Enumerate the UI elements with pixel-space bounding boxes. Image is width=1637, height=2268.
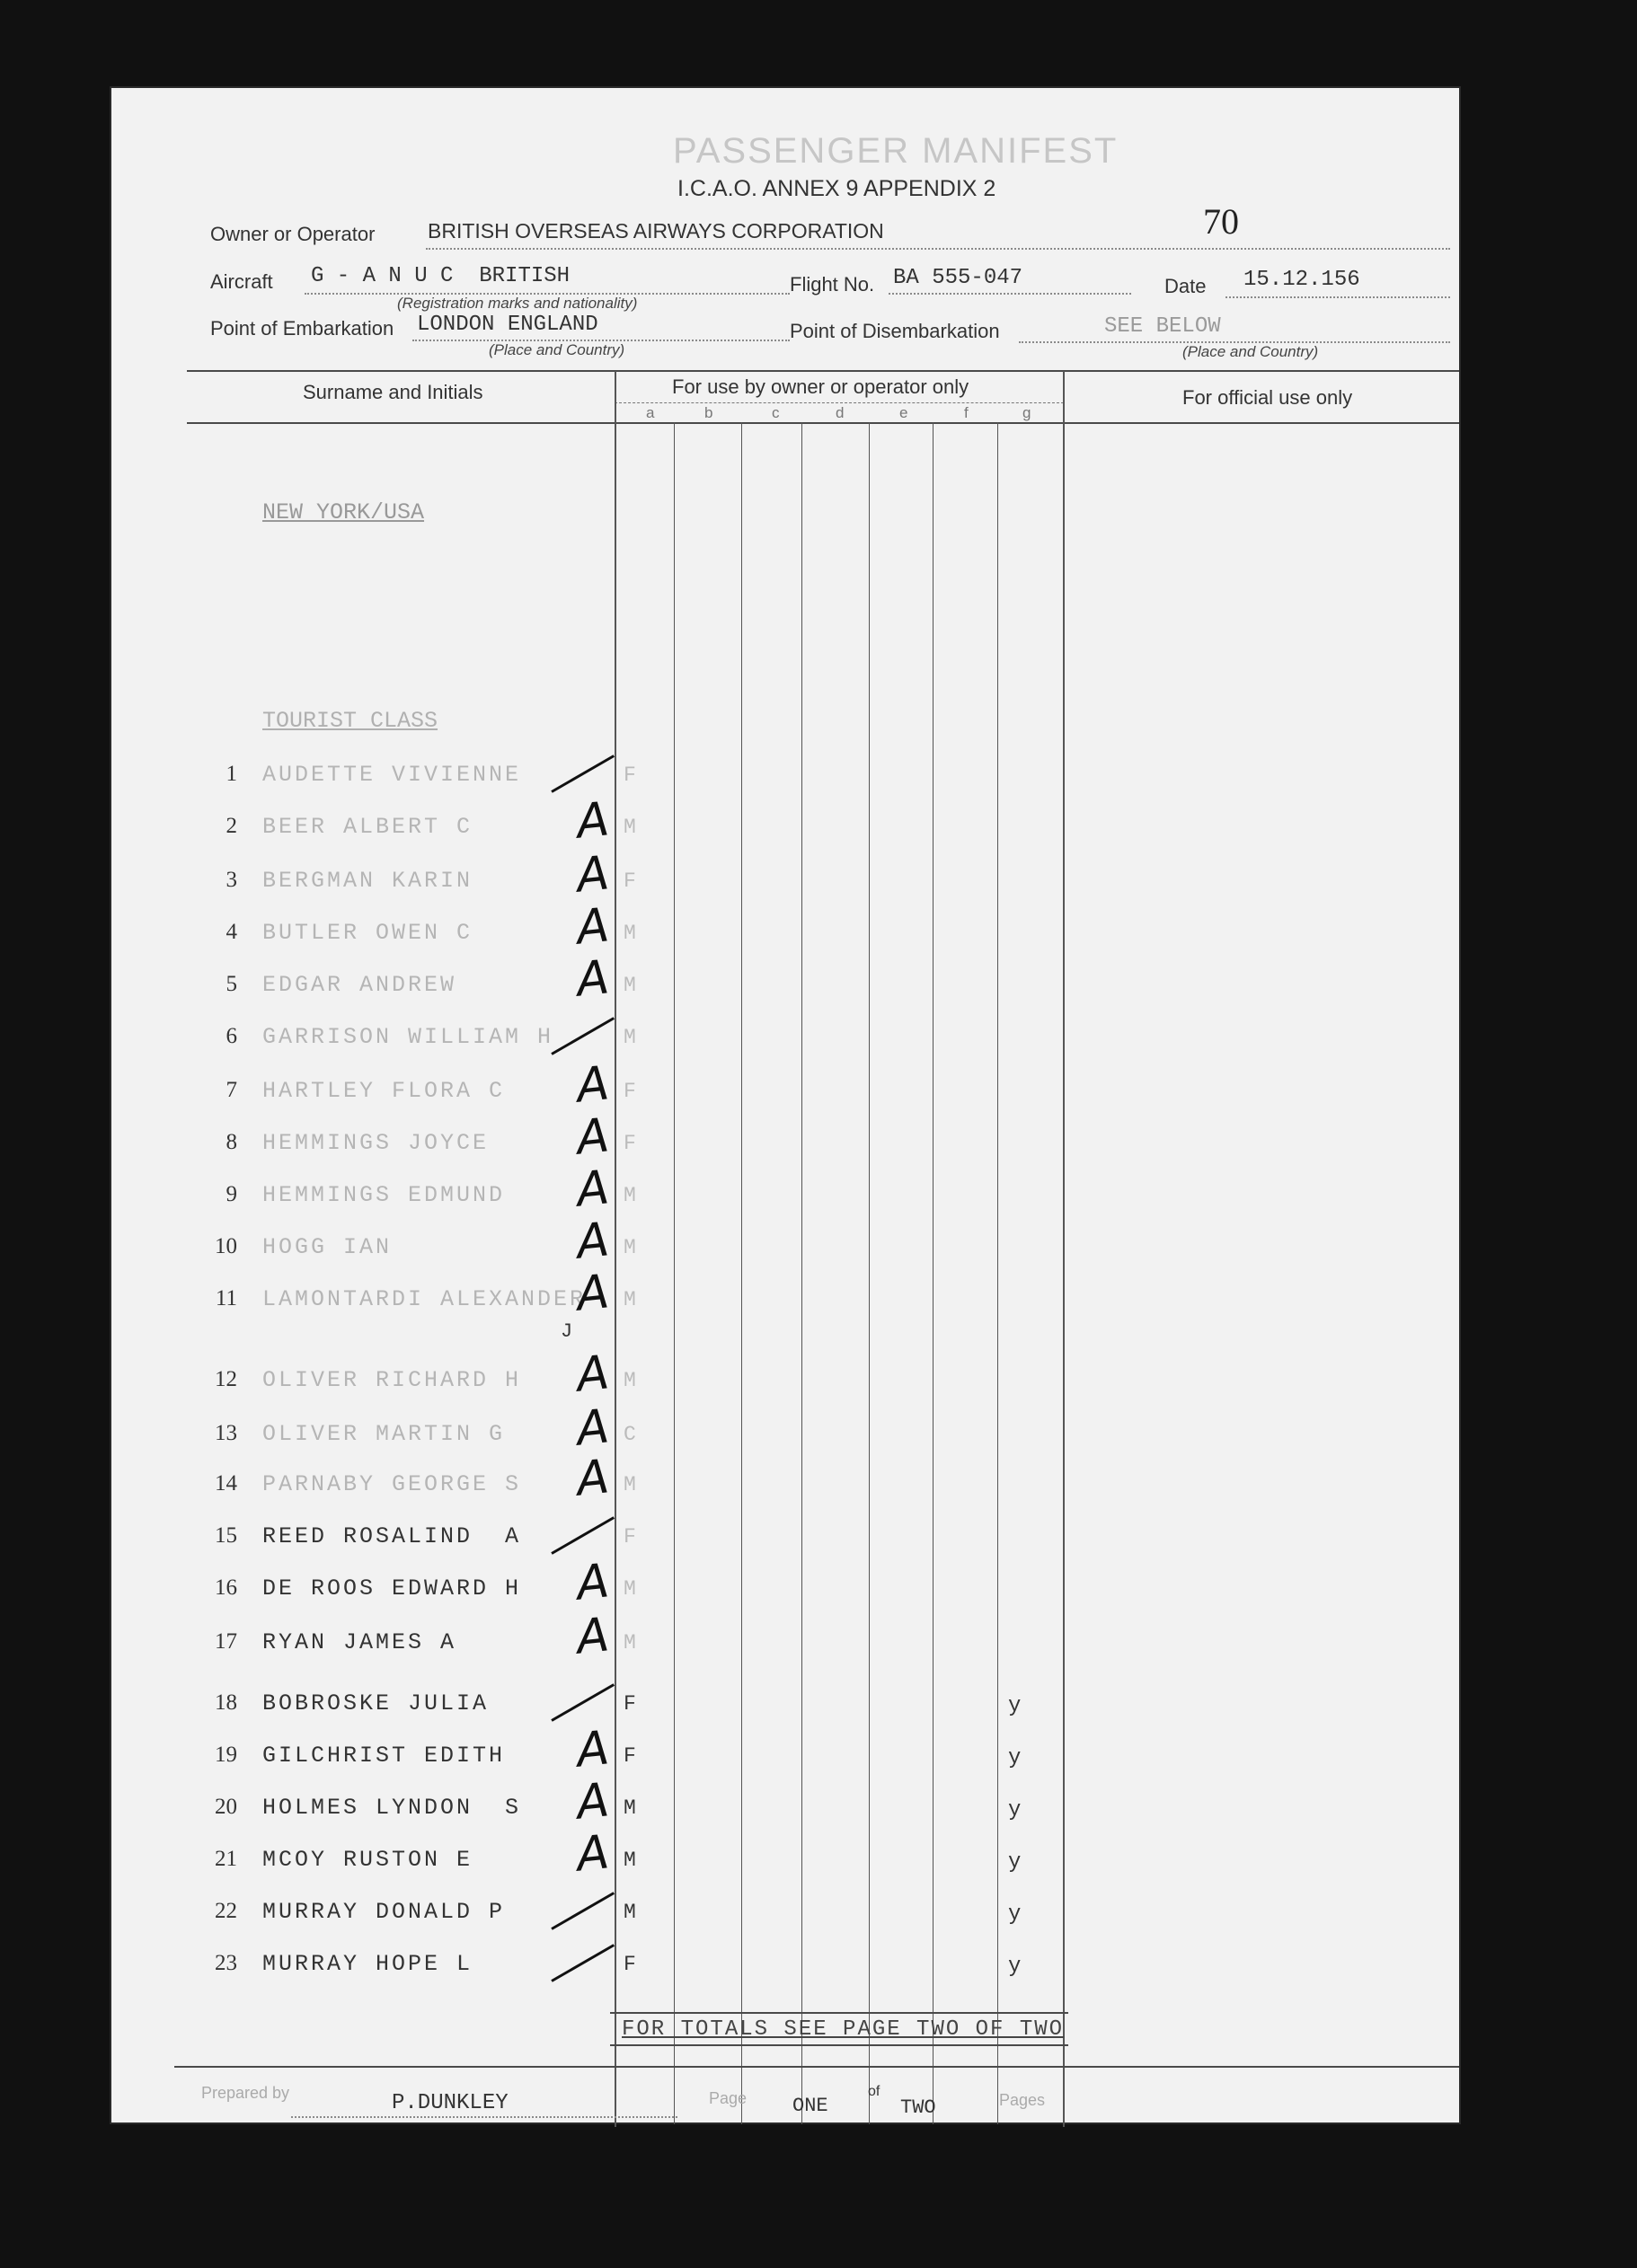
subcolumn-c: c — [772, 404, 780, 421]
handwritten-a-mark: A — [573, 1056, 612, 1114]
owner-use-header: For use by owner or operator only — [672, 375, 969, 398]
row-number: 17 — [215, 1629, 237, 1654]
passenger-sex: F — [624, 869, 636, 893]
manifest-title: PASSENGER MANIFEST — [673, 131, 1119, 171]
passenger-sex: M — [624, 1369, 636, 1392]
passenger-name: MURRAY HOPE L — [262, 1951, 473, 1977]
passenger-name: HOGG IAN — [262, 1234, 393, 1260]
row-number: 15 — [215, 1523, 237, 1548]
row-number: 21 — [215, 1847, 237, 1871]
subcolumn-a: a — [646, 404, 655, 421]
col-rule-d — [801, 422, 802, 2124]
row-number: 5 — [226, 972, 237, 996]
passenger-sex: F — [624, 1692, 636, 1716]
row-number: 11 — [215, 1286, 237, 1310]
subcolumn-e: e — [899, 404, 908, 421]
row-number: 13 — [215, 1421, 237, 1445]
passenger-name: BERGMAN KARIN — [262, 868, 473, 894]
row-number: 1 — [226, 762, 237, 786]
table-header-rule — [187, 422, 1459, 424]
col-rule-c — [741, 422, 742, 2124]
row-number: 20 — [215, 1795, 237, 1819]
owner-use-rule — [615, 402, 1064, 403]
row-number: 23 — [215, 1951, 237, 1975]
passenger-name: HEMMINGS JOYCE — [262, 1130, 490, 1156]
totals-top-rule — [610, 2012, 1068, 2014]
subcolumn-g: g — [1022, 404, 1031, 421]
handwritten-tick-mark — [551, 1516, 615, 1555]
passenger-name: DE ROOS EDWARD H — [262, 1575, 522, 1602]
column-g-mark: y — [1008, 1798, 1022, 1822]
passenger-sex: M — [624, 1236, 636, 1259]
passenger-sex: M — [624, 1184, 636, 1207]
owner-dots — [426, 248, 1450, 250]
handwritten-a-mark: A — [573, 1265, 612, 1322]
handwritten-tick-mark — [551, 1892, 615, 1930]
col-rule-g — [997, 422, 998, 2124]
passenger-sex: M — [624, 1796, 636, 1820]
column-g-mark: y — [1008, 1902, 1022, 1927]
of-value: TWO — [900, 2096, 936, 2119]
handwritten-a-mark: A — [573, 1773, 612, 1831]
handwritten-a-mark: A — [573, 792, 612, 850]
passenger-sex: M — [624, 1288, 636, 1311]
passenger-name: MCOY RUSTON E — [262, 1847, 473, 1873]
totals-note: FOR TOTALS SEE PAGE TWO OF TWO — [622, 2017, 1065, 2042]
row-number: 3 — [226, 868, 237, 892]
passenger-sex: F — [624, 1132, 636, 1155]
passenger-name: BUTLER OWEN C — [262, 920, 473, 946]
col-rule-official — [1063, 371, 1065, 2127]
date-label: Date — [1164, 275, 1207, 297]
handwritten-tick-mark — [551, 1944, 615, 1982]
embark-label: Point of Embarkation — [210, 317, 394, 340]
row-number: 14 — [215, 1471, 237, 1496]
passenger-sex: M — [624, 1849, 636, 1872]
aircraft-label: Aircraft — [210, 270, 273, 293]
flight-value: BA 555-047 — [893, 266, 1023, 290]
passenger-sex: M — [624, 1473, 636, 1496]
handwritten-a-mark: A — [573, 898, 612, 956]
subcolumn-f: f — [964, 404, 969, 421]
prepared-value: P.DUNKLEY — [392, 2091, 509, 2115]
passenger-name: RYAN JAMES A — [262, 1629, 457, 1655]
page-label: Page — [709, 2089, 748, 2107]
passenger-sex: F — [624, 1080, 636, 1103]
table-top-rule — [187, 370, 1459, 372]
prepared-label: Prepared by — [201, 2084, 290, 2102]
subcolumn-d: d — [836, 404, 845, 421]
aircraft-note: (Registration marks and nationality) — [397, 295, 638, 312]
passenger-sex: M — [624, 1026, 636, 1049]
date-dots — [1226, 296, 1450, 298]
row-number: 6 — [226, 1024, 237, 1048]
passenger-name-continuation: J — [561, 1320, 573, 1343]
passenger-sex: C — [624, 1423, 636, 1446]
col-rule-e — [869, 422, 870, 2124]
subcolumn-b: b — [704, 404, 713, 421]
passenger-name: PARNABY GEORGE S — [262, 1471, 522, 1497]
col-rule-b — [674, 422, 675, 2124]
surname-header: Surname and Initials — [303, 381, 483, 403]
page-value: ONE — [792, 2095, 828, 2117]
prepared-dots — [291, 2116, 677, 2118]
passenger-name: REED ROSALIND A — [262, 1523, 522, 1549]
passenger-name: GILCHRIST EDITH — [262, 1743, 506, 1769]
handwritten-a-mark: A — [573, 846, 612, 904]
passenger-name: HOLMES LYNDON S — [262, 1795, 522, 1821]
aircraft-value: G - A N U C BRITISH — [311, 264, 571, 288]
row-number: 16 — [215, 1575, 237, 1600]
disembark-note: (Place and Country) — [1182, 343, 1319, 360]
passenger-name: AUDETTE VIVIENNE — [262, 762, 522, 788]
passenger-name: GARRISON WILLIAM H — [262, 1024, 554, 1050]
handwritten-a-mark: A — [573, 1450, 612, 1507]
handwritten-a-mark: A — [573, 1721, 612, 1778]
disembark-value: SEE BELOW — [1104, 314, 1221, 339]
passenger-sex: M — [624, 1577, 636, 1601]
passenger-name: EDGAR ANDREW — [262, 972, 457, 998]
handwritten-a-mark: A — [573, 1346, 612, 1403]
passenger-sex: F — [624, 1525, 636, 1549]
footer-rule — [174, 2066, 1459, 2068]
passenger-sex: F — [624, 1953, 636, 1976]
handwritten-a-mark: A — [573, 1608, 612, 1665]
passenger-name: OLIVER MARTIN G — [262, 1421, 506, 1447]
official-use-header: For official use only — [1182, 386, 1353, 409]
passenger-name: BEER ALBERT C — [262, 814, 473, 840]
embark-value: LONDON ENGLAND — [417, 313, 598, 337]
passenger-sex: M — [624, 1901, 636, 1924]
handwritten-a-mark: A — [573, 1399, 612, 1457]
passenger-sex: F — [624, 763, 636, 787]
handwritten-a-mark: A — [573, 1160, 612, 1218]
handwritten-tick-mark — [551, 1017, 615, 1055]
handwritten-a-mark: A — [573, 1554, 612, 1611]
handwritten-a-mark: A — [573, 1825, 612, 1883]
row-number: 18 — [215, 1690, 237, 1715]
passenger-sex: M — [624, 974, 636, 997]
column-g-mark: y — [1008, 1850, 1022, 1875]
row-number: 19 — [215, 1743, 237, 1767]
row-number: 4 — [226, 920, 237, 944]
owner-label: Owner or Operator — [210, 223, 376, 245]
disembark-label: Point of Disembarkation — [790, 320, 1000, 342]
handwritten-tick-mark — [551, 755, 615, 793]
handwritten-a-mark: A — [573, 1108, 612, 1166]
page-number: 70 — [1203, 201, 1239, 242]
owner-value: BRITISH OVERSEAS AIRWAYS CORPORATION — [428, 219, 884, 243]
row-number: 12 — [215, 1367, 237, 1391]
passenger-name: MURRAY DONALD P — [262, 1899, 506, 1925]
column-g-mark: y — [1008, 1955, 1022, 1979]
passenger-sex: M — [624, 1631, 636, 1655]
row-number: 10 — [215, 1234, 237, 1258]
flight-dots — [889, 293, 1131, 295]
row-number: 7 — [226, 1078, 237, 1102]
row-number: 9 — [226, 1182, 237, 1206]
handwritten-a-mark: A — [573, 950, 612, 1008]
flight-label: Flight No. — [790, 273, 875, 296]
passenger-sex: F — [624, 1744, 636, 1768]
col-rule-a — [615, 371, 616, 2127]
passenger-name: LAMONTARDI ALEXANDER — [262, 1286, 587, 1312]
passenger-name: HEMMINGS EDMUND — [262, 1182, 506, 1208]
row-number: 22 — [215, 1899, 237, 1923]
col-rule-f — [933, 422, 934, 2124]
destination: NEW YORK/USA — [262, 499, 425, 525]
passenger-sex: M — [624, 922, 636, 945]
passenger-name: HARTLEY FLORA C — [262, 1078, 506, 1104]
handwritten-a-mark: A — [573, 1213, 612, 1270]
passenger-name: BOBROSKE JULIA — [262, 1690, 490, 1716]
column-g-mark: y — [1008, 1746, 1022, 1770]
passenger-name: OLIVER RICHARD H — [262, 1367, 522, 1393]
row-number: 8 — [226, 1130, 237, 1154]
embark-note: (Place and Country) — [489, 341, 625, 358]
handwritten-tick-mark — [551, 1683, 615, 1722]
date-value: 15.12.156 — [1243, 268, 1360, 292]
manifest-sheet — [111, 88, 1459, 2122]
manifest-subtitle: I.C.A.O. ANNEX 9 APPENDIX 2 — [677, 176, 996, 201]
row-number: 2 — [226, 814, 237, 838]
section-heading: TOURIST CLASS — [262, 708, 438, 734]
pages-label: Pages — [999, 2091, 1046, 2109]
passenger-sex: M — [624, 816, 636, 839]
column-g-mark: y — [1008, 1694, 1022, 1718]
totals-bottom-rule — [610, 2044, 1068, 2046]
of-label: of — [868, 2084, 880, 2099]
